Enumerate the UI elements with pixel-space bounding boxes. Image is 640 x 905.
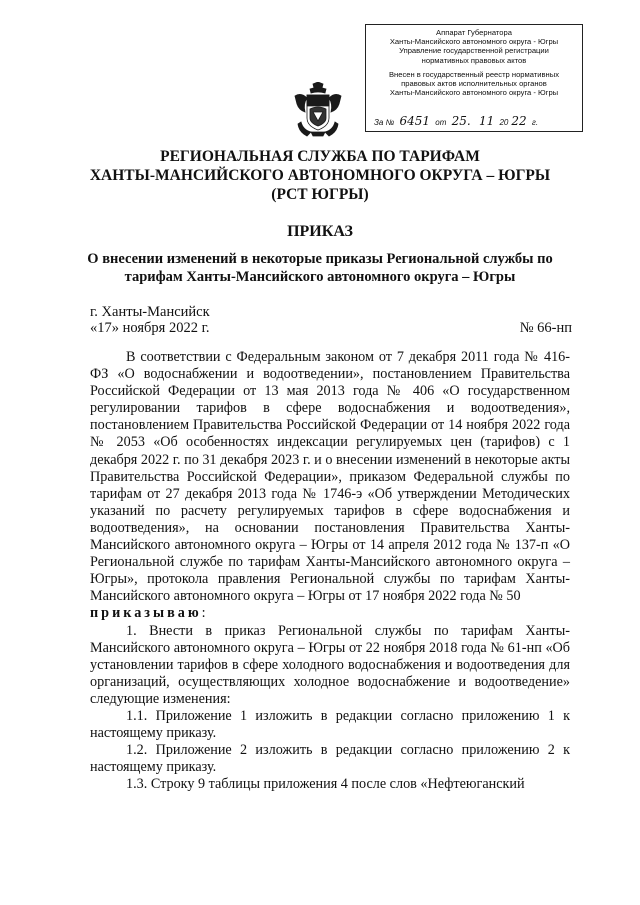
stamp-line: Ханты-Мансийского автономного округа - Югры	[389, 37, 559, 47]
stamp-line: Управление государственной регистрации	[399, 46, 549, 56]
document-city: г. Ханты-Мансийск	[90, 304, 210, 320]
document-number: № 66-нп	[519, 320, 572, 336]
stamp-line: нормативных правовых актов	[421, 55, 527, 65]
document-subject: О внесении изменений в некоторые приказы Региональной службы по тарифам Ханты-Мансийского автономного округа – Югры	[87, 251, 553, 285]
reg-day: 25.	[451, 113, 471, 128]
stamp-line: правовых актов исполнительных органов	[401, 79, 547, 89]
document-date: «17» ноября 2022 г.	[90, 320, 210, 336]
registration-stamp	[365, 24, 583, 132]
order-colon: :	[201, 605, 206, 622]
coat-of-arms-icon	[293, 82, 343, 138]
reg-month: 11	[478, 113, 495, 128]
stamp-line: Внесен в государственный реестр нормативных	[388, 69, 560, 79]
document-body	[90, 349, 570, 793]
stamp-line: Аппарат Губернатора	[436, 28, 512, 37]
item-paragraph: 1.1. Приложение 1 изложить в редакции согласно приложению 1 к настоящему приказу.	[90, 707, 570, 742]
item-paragraph: 1.2. Приложение 2 изложить в редакции согласно приложению 2 к настоящему приказу.	[90, 742, 570, 776]
org-name-line3: (РСТ ЮГРЫ)	[271, 186, 369, 203]
item-paragraph: 1. Внести в приказ Региональной службы по тарифам Ханты-Мансийского автономного округа – Югры от 22 ноября 2018 года № 61-нп «Об установлении тарифов в сфере холодного водоснабжения и водоотведения для организаций, осуществляющих холодное водоснабжение и водоотведение» следующие изменения:	[90, 622, 570, 707]
org-name-line1: РЕГИОНАЛЬНАЯ СЛУЖБА ПО ТАРИФАМ	[160, 148, 480, 165]
order-line	[90, 605, 570, 622]
order-word: приказываю	[90, 605, 202, 622]
reg-number: 6451	[399, 113, 431, 128]
document-type: ПРИКАЗ	[287, 223, 353, 240]
reg-from: от	[435, 117, 447, 127]
org-name-line2: ХАНТЫ-МАНСИЙСКОГО АВТОНОМНОГО ОКРУГА – ЮГРЫ	[89, 167, 551, 184]
reg-suffix: г.	[531, 117, 539, 127]
stamp-line: Ханты-Мансийского автономного округа - Югры	[389, 88, 559, 98]
reg-year: 22	[511, 113, 527, 128]
stamp-registration-line	[374, 113, 539, 128]
reg-prefix: За №	[374, 117, 395, 127]
item-paragraph: 1.3. Строку 9 таблицы приложения 4 после слов «Нефтеюганский	[126, 776, 525, 793]
reg-year-prefix: 20	[499, 117, 509, 127]
intro-paragraph: В соответствии с Федеральным законом от 7 декабря 2011 года № 416-ФЗ «О водоснабжении и водоотведении», постановлением Правительства Российской Федерации от 13 мая 2013 года № 406 «О государственном регулировании тарифов в сфере водоснабжения и водоотведения», постановлением Правительства Российской Федерации от 14 ноября 2022 года № 2053 «Об особенностях индексации регулируемых цен (тарифов) с 1 декабря 2022 г. по 31 декабря 2023 г. и о внесении изменений в некоторые акты Правительства Российской Федерации», приказом Федеральной службы по тарифам от 27 декабря 2013 года № 1746-э «Об утверждении Методических указаний по расчету регулируемых тарифов в сфере водоснабжения и водоотведения», на основании постановления Правительства Ханты-Мансийского автономного округа – Югры от 14 апреля 2012 года № 137-п «О Региональной службе по тарифам Ханты-Мансийского автономного округа – Югры», протокола правления Региональной службы по тарифам Ханты-Мансийского автономного округа – Югры от 17 ноября 2022 года № 50	[90, 349, 571, 605]
